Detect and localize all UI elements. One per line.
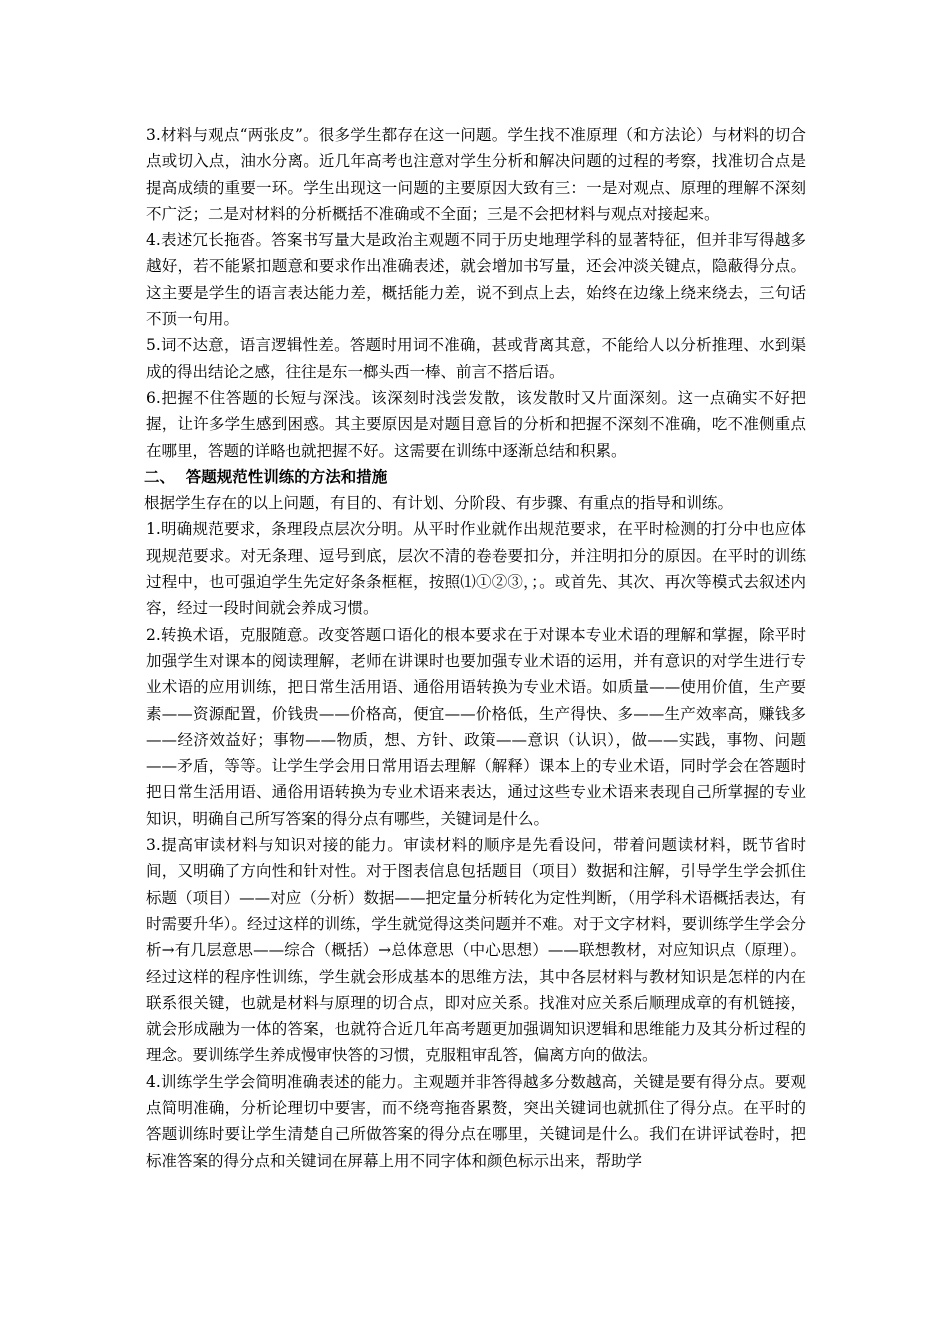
measure-4: 4.训练学生学会简明准确表述的能力。主观题并非答得越多分数越高，关键是要有得分点。要观点简明准确，分析论理切中要害，而不绕弯拖沓累赘，突出关键词也就抓住了得分点。在平时的答题训练时要让学生清楚自己所做答案的得分点在哪里，关键词是什么。我们在讲评试卷时，把标准答案的得分点和关键词在屏幕上用不同字体和颜色标示出来，帮助学 [146, 1072, 806, 1170]
paragraph-point-5: 5.词不达意，语言逻辑性差。答题时用词不准确，甚或背离其意，不能给人以分析推理、水到渠成的得出结论之感，往往是东一榔头西一棒、前言不搭后语。 [146, 336, 806, 381]
measure-3: 3.提高审读材料与知识对接的能力。审读材料的顺序是先看设问，带着问题读材料，既节省时间，又明确了方向性和针对性。对于图表信息包括题目（项目）数据和注解，引导学生学会抓住标题（项目）——对应（分析）数据——把定量分析转化为定性判断，（用学科术语概括表达，有时需要升华）。经过这样的训练，学生就觉得这类问题并不难。对于文字材料，要训练学生学会分析→有几层意思——综合（概括）→总体意思（中心思想）——联想教材，对应知识点（原理）。经过这样的程序性训练，学生就会形成基本的思维方法，其中各层材料与教材知识是怎样的内在联系很关键，也就是材料与原理的切合点，即对应关系。找准对应关系后顺理成章的有机链接，就会形成融为一体的答案，也就符合近几年高考题更加强调知识逻辑和思维能力及其分析过程的理念。要训练学生养成慢审快答的习惯，克服粗审乱答，偏离方向的做法。 [146, 836, 806, 1065]
paragraph-point-6: 6.把握不住答题的长短与深浅。该深刻时浅尝发散，该发散时又片面深刻。这一点确实不好把握，让许多学生感到困惑。其主要原因是对题目意旨的分析和把握不深刻不准确，吃不准侧重点在哪里，答题的详略也就把握不好。这需要在训练中逐渐总结和积累。 [146, 388, 806, 460]
measure-2: 2.转换术语，克服随意。改变答题口语化的根本要求在于对课本专业术语的理解和掌握，除平时加强学生对课本的阅读理解，老师在讲课时也要加强专业术语的运用，并有意识的对学生进行专业术语的应用训练，把日常生活用语、通俗用语转换为专业术语。如质量——使用价值，生产要素——资源配置，价钱贵——价格高，便宜——价格低，生产得快、多——生产效率高，赚钱多——经济效益好；事物——物质，想、方针、政策——意识（认识），做——实践，事物、问题——矛盾，等等。让学生学会用日常用语去理解（解释）课本上的专业术语，同时学会在答题时把日常生活用语、通俗用语转换为专业术语来表达，通过这些专业术语来表现自己所掌握的专业知识，明确自己所写答案的得分点有哪些，关键词是什么。 [146, 625, 806, 828]
paragraph-point-4: 4.表述冗长拖沓。答案书写量大是政治主观题不同于历史地理学科的显著特征，但并非写得越多越好，若不能紧扣题意和要求作出准确表述，就会增加书写量，还会冲淡关键点，隐蔽得分点。这主要是学生的语言表达能力差，概括能力差，说不到点上去，始终在边缘上绕来绕去，三句话不顶一句用。 [146, 231, 806, 329]
document-page [144, 122, 806, 1174]
measure-1: 1.明确规范要求，条理段点层次分明。从平时作业就作出规范要求，在平时检测的打分中也应体现规范要求。对无条理、逗号到底，层次不清的卷卷要扣分，并注明扣分的原因。在平时的训练过程中，也可强迫学生先定好条条框框，按照⑴①②③，；。或首先、其次、再次等模式去叙述内容，经过一段时间就会养成习惯。 [146, 520, 806, 618]
section-heading: 二、 答题规范性训练的方法和措施 [144, 467, 388, 486]
paragraph-point-3: 3.材料与观点“两张皮”。很多学生都存在这一问题。学生找不准原理（和方法论）与材料的切合点或切入点，油水分离。近几年高考也注意对学生分析和解决问题的过程的考察，找准切合点是提高成绩的重要一环。学生出现这一问题的主要原因大致有三：一是对观点、原理的理解不深刻不广泛；二是对材料的分析概括不准确或不全面；三是不会把材料与观点对接起来。 [146, 126, 806, 223]
section-intro: 根据学生存在的以上问题，有目的、有计划、分阶段、有步骤、有重点的指导和训练。 [144, 494, 734, 513]
